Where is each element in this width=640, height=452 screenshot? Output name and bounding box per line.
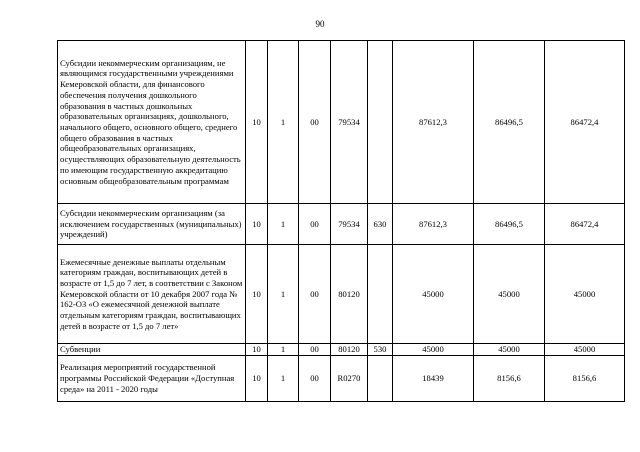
- section-code: 10: [246, 356, 268, 402]
- section-code: 10: [246, 204, 268, 245]
- row-name: Реализация мероприятий государственной программы Российской Федерации «Доступная среда» на 2011 - 2020 годы: [58, 356, 246, 402]
- target-article-code: 80120: [331, 245, 368, 344]
- target-article-code: 79534: [331, 41, 368, 204]
- amount-year-1: 45000: [393, 344, 474, 356]
- table-row: [58, 245, 625, 344]
- section-code: 10: [246, 245, 268, 344]
- table-row: [58, 41, 625, 204]
- amount-year-3: 86472,4: [545, 204, 625, 245]
- expense-type-code: 630: [368, 204, 393, 245]
- amount-year-2: 45000: [474, 245, 545, 344]
- program-code: 00: [299, 41, 331, 204]
- row-name: Субсидии некоммерческим организациям (за исключением государственных (муниципальных) учреждений): [58, 204, 246, 245]
- amount-year-1: 45000: [393, 245, 474, 344]
- expense-type-code: [368, 356, 393, 402]
- amount-year-3: 86472,4: [545, 41, 625, 204]
- amount-year-3: 8156,6: [545, 356, 625, 402]
- row-name: Субвенции: [58, 344, 246, 356]
- budget-table: [57, 40, 625, 402]
- subsection-code: 1: [268, 204, 299, 245]
- amount-year-1: 87612,3: [393, 41, 474, 204]
- amount-year-1: 87612,3: [393, 204, 474, 245]
- amount-year-2: 86496,5: [474, 204, 545, 245]
- expense-type-code: [368, 245, 393, 344]
- program-code: 00: [299, 344, 331, 356]
- expense-type-code: [368, 41, 393, 204]
- subsection-code: 1: [268, 356, 299, 402]
- program-code: 00: [299, 204, 331, 245]
- amount-year-2: 8156,6: [474, 356, 545, 402]
- amount-year-3: 45000: [545, 245, 625, 344]
- target-article-code: 79534: [331, 204, 368, 245]
- amount-year-3: 45000: [545, 344, 625, 356]
- target-article-code: R0270: [331, 356, 368, 402]
- section-code: 10: [246, 41, 268, 204]
- subsection-code: 1: [268, 245, 299, 344]
- expense-type-code: 530: [368, 344, 393, 356]
- table-row: [58, 356, 625, 402]
- target-article-code: 80120: [331, 344, 368, 356]
- row-name: Ежемесячные денежные выплаты отдельным категориям граждан, воспитывающих детей в возрасте от 1,5 до 7 лет, в соответствии с Законом Кемеровской области от 10 декабря 2007 года № 162-ОЗ «О ежемесячной денежной выплате отдельным категориям граждан, воспитывающих детей в возрасте от 1,5 до 7 лет»: [58, 245, 246, 344]
- amount-year-2: 45000: [474, 344, 545, 356]
- table-row: [58, 344, 625, 356]
- program-code: 00: [299, 356, 331, 402]
- amount-year-1: 18439: [393, 356, 474, 402]
- row-name: Субсидии некоммерческим организациям, не являющимся государственными учреждениями Кемеровской области, для финансового обеспечения получения дошкольного образования в частных дошкольных образовательных организациях, дошкольного, начального общего, основного общего, среднего общего образования в частных общеобразовательных организациях, осуществляющих образовательную деятельность по имеющим государственную аккредитацию основным общеобразовательным программам: [58, 41, 246, 204]
- amount-year-2: 86496,5: [474, 41, 545, 204]
- page-number: 90: [315, 19, 325, 29]
- subsection-code: 1: [268, 344, 299, 356]
- subsection-code: 1: [268, 41, 299, 204]
- program-code: 00: [299, 245, 331, 344]
- section-code: 10: [246, 344, 268, 356]
- table-row: [58, 204, 625, 245]
